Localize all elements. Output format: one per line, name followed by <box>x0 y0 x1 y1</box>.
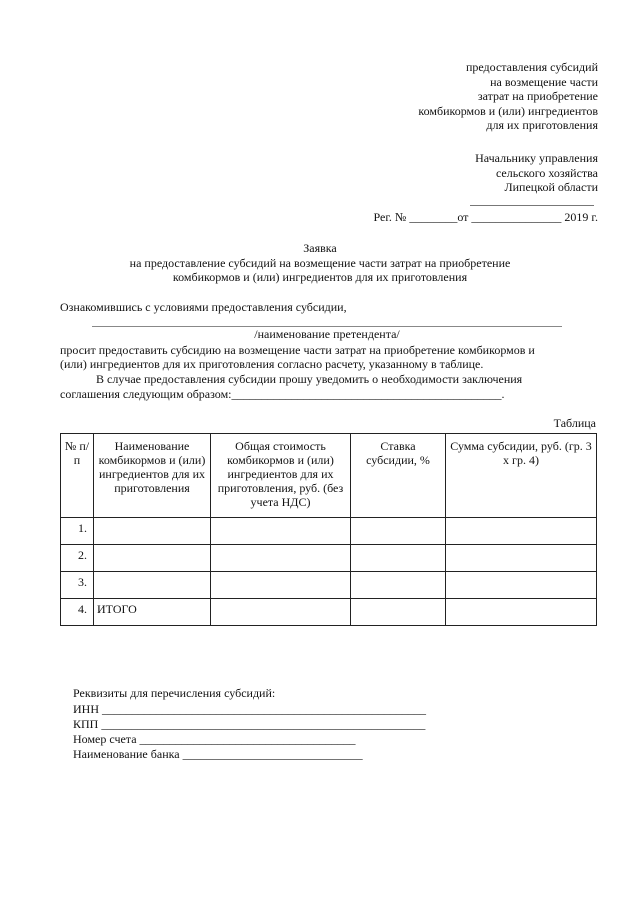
table-header-row <box>61 434 597 518</box>
col-header-rate: Ставка субсидии, % <box>351 434 446 518</box>
kpp-field[interactable]: КПП ______________________________________________________ <box>73 717 426 731</box>
row-number: 4. <box>61 599 94 626</box>
title-word: Заявка <box>303 241 337 255</box>
title-line: комбикормов и (или) ингредиентов для их приготовления <box>172 270 468 284</box>
cell-rate[interactable] <box>351 572 446 599</box>
table-row <box>61 572 597 599</box>
requisites-title: Реквизиты для перечисления субсидий: <box>73 686 276 700</box>
cell-cost[interactable] <box>211 599 351 626</box>
header-line: затрат на приобретение <box>477 89 598 103</box>
cell-amount[interactable] <box>446 545 597 572</box>
header-line: для их приготовления <box>486 118 598 132</box>
title-line: на предоставление субсидий на возмещение части затрат на приобретение <box>129 255 511 270</box>
col-header-name: Наименование комбикормов и (или) ингредиентов для их приготовления <box>94 434 211 518</box>
cell-cost[interactable] <box>211 518 351 545</box>
registration-line[interactable]: Рег. № ________от _______________ 2019 г. <box>373 210 598 224</box>
account-number-field[interactable]: Номер счета ____________________________________ <box>73 732 356 746</box>
col-header-number: № п/п <box>61 434 94 518</box>
cell-amount[interactable] <box>446 599 597 626</box>
cell-rate[interactable] <box>351 599 446 626</box>
cell-rate[interactable] <box>351 518 446 545</box>
table-row <box>61 545 597 572</box>
cell-rate[interactable] <box>351 545 446 572</box>
applicant-caption: /наименование претендента/ <box>254 327 400 341</box>
cell-cost[interactable] <box>211 572 351 599</box>
bank-name-field[interactable]: Наименование банка ______________________________ <box>73 747 363 761</box>
notification-method-field[interactable]: соглашения следующим образом:_____________________________________________. <box>60 387 505 401</box>
cell-amount[interactable] <box>446 572 597 599</box>
cell-name[interactable] <box>94 572 211 599</box>
inn-field[interactable]: ИНН ______________________________________________________ <box>73 702 426 716</box>
document-title <box>40 241 600 285</box>
addressee-line: сельского хозяйства <box>495 165 598 180</box>
cell-total-label: ИТОГО <box>94 599 211 626</box>
paragraph-line: В случае предоставления субсидии прошу уведомить о необходимости заключения <box>96 372 523 386</box>
cell-name[interactable] <box>94 545 211 572</box>
addressee-line: Липецкой области <box>504 180 598 194</box>
cell-amount[interactable] <box>446 518 597 545</box>
paragraph-line: (или) ингредиентов для их приготовления согласно расчету, указанному в таблице. <box>60 357 484 371</box>
intro-text: Ознакомившись с условиями предоставления субсидии, <box>60 300 347 314</box>
table-row-total <box>61 599 597 626</box>
row-number: 1. <box>61 518 94 545</box>
cell-cost[interactable] <box>211 545 351 572</box>
addressee <box>475 151 598 195</box>
paragraph-line: просит предоставить субсидию на возмещение части затрат на приобретение комбикормов и <box>60 343 535 357</box>
header-line: предоставления субсидий <box>465 60 598 74</box>
addressee-line: Начальнику управления <box>475 151 598 165</box>
table-row <box>61 518 597 545</box>
row-number: 3. <box>61 572 94 599</box>
header-line: на возмещение части <box>490 74 598 89</box>
col-header-amount: Сумма субсидии, руб. (гр. 3 х гр. 4) <box>446 434 597 518</box>
col-header-cost: Общая стоимость комбикормов и (или) ингредиентов для их приготовления, руб. (без учета НДС) <box>211 434 351 518</box>
row-number: 2. <box>61 545 94 572</box>
cell-name[interactable] <box>94 518 211 545</box>
subsidy-table <box>60 433 597 626</box>
header-line: комбикормов и (или) ингредиентов <box>418 103 598 118</box>
regulation-reference <box>418 60 598 133</box>
signature-rule <box>470 205 594 206</box>
table-caption: Таблица <box>553 416 596 430</box>
